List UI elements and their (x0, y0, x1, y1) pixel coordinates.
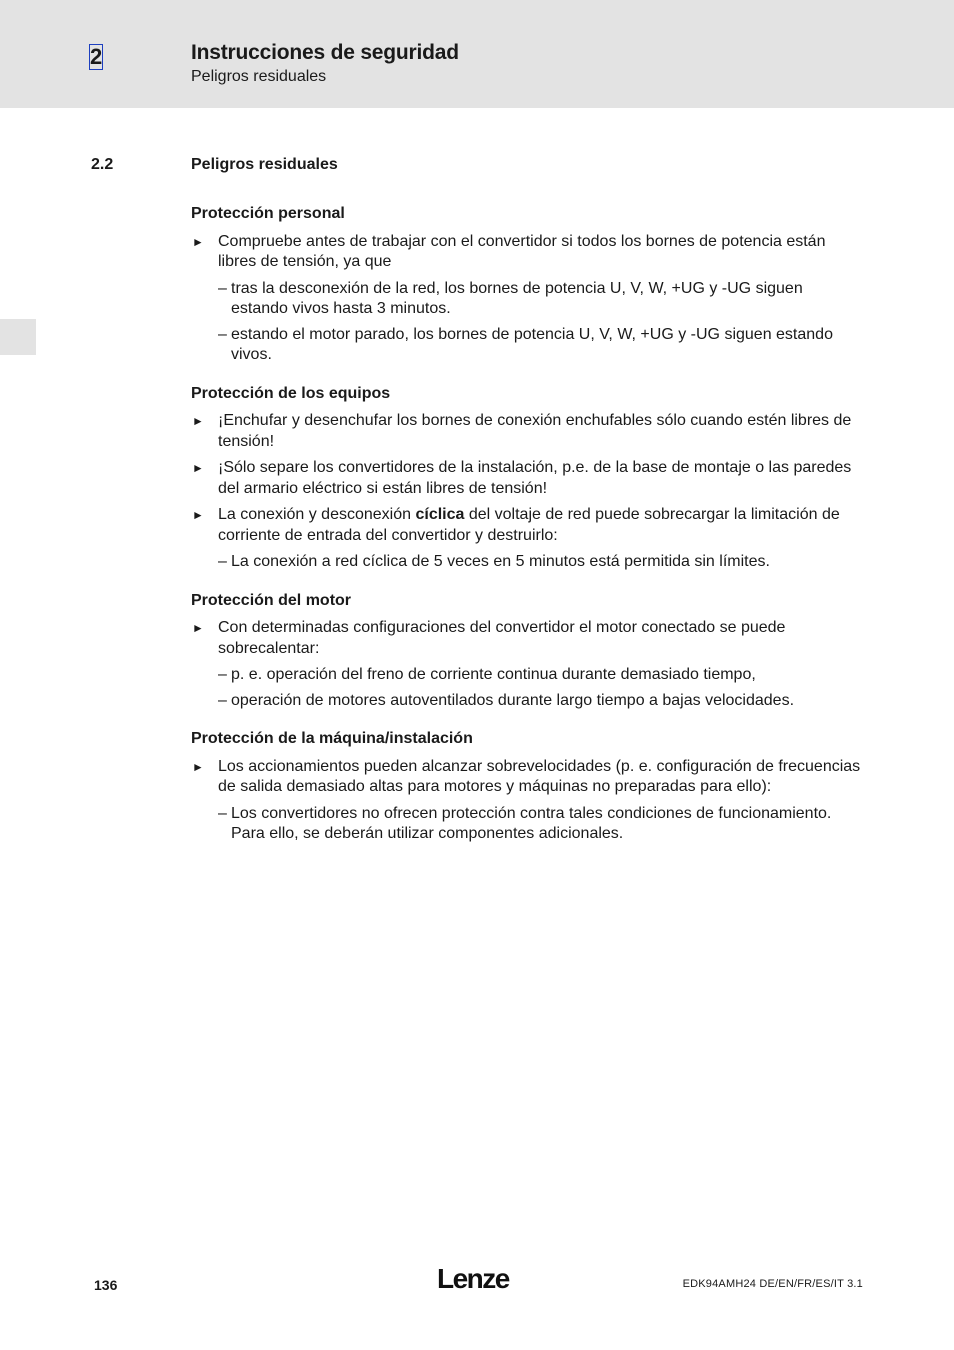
list-item-text: ¡Sólo separe los convertidores de la instalación, p.e. de la base de montaje o las paredes del armario eléctrico si están libres de tensión! (218, 459, 852, 497)
triangle-bullet-icon: ► (192, 414, 204, 428)
sub-list-item-text: tras la desconexión de la red, los bornes de potencia U, V, W, +UG y -UG siguen estando vivos hasta 3 minutos. (231, 279, 803, 317)
list-item-text: ¡Enchufar y desenchufar los bornes de conexión enchufables sólo cuando estén libres de tensión! (218, 412, 852, 450)
block-heading: Protección personal (191, 205, 345, 222)
dash-bullet-icon: – (218, 804, 227, 822)
triangle-bullet-icon: ► (192, 621, 204, 635)
list-item (191, 411, 863, 452)
dash-bullet-icon: – (218, 325, 227, 343)
sub-list-item (191, 552, 863, 573)
list-item-text: Con determinadas configuraciones del convertidor el motor conectado se puede sobrecalentar: (218, 619, 786, 657)
list-item (191, 618, 863, 659)
sub-list-item-text: p. e. operación del freno de corriente continua durante demasiado tiempo, (231, 666, 756, 683)
block-machine-protection (191, 729, 863, 845)
chapter-title: Instrucciones de seguridad (191, 41, 459, 64)
block-heading: Protección de la máquina/instalación (191, 730, 473, 747)
page-content (191, 204, 863, 863)
sub-list-item-text: Los convertidores no ofrecen protección contra tales condiciones de funcionamiento. Para ello, se deberán utilizar componentes adicionales. (231, 804, 832, 842)
sub-list-item (191, 665, 863, 686)
dash-bullet-icon: – (218, 666, 227, 683)
triangle-bullet-icon: ► (192, 461, 204, 475)
block-equipment-protection (191, 384, 863, 573)
sub-list-item (191, 804, 863, 845)
text-run: La conexión y desconexión (218, 506, 416, 523)
page-number: 136 (94, 1277, 118, 1293)
block-motor-protection (191, 591, 863, 712)
triangle-bullet-icon: ► (192, 759, 204, 774)
lenze-logo: Lenze (437, 1263, 509, 1294)
dash-bullet-icon: – (218, 691, 227, 709)
sub-list-item (191, 279, 863, 320)
list-item-text: Los accionamientos pueden alcanzar sobrevelocidades (p. e. configuración de frecuencias de salida demasiado altas para motores y máquinas no preparadas para ello): (218, 757, 861, 795)
chapter-side-tab (0, 319, 36, 355)
triangle-bullet-icon: ► (192, 508, 204, 522)
text-run: del voltaje de red puede sobrecargar la limitación de corriente de entrada del convertidor y destruirlo: (218, 506, 840, 544)
section-number: 2.2 (91, 156, 114, 173)
list-item (191, 757, 863, 798)
chapter-number-link[interactable]: 2 (90, 44, 103, 69)
page-header (0, 0, 954, 108)
sub-list-item-text: estando el motor parado, los bornes de potencia U, V, W, +UG y -UG siguen estando vivos. (231, 325, 833, 363)
dash-bullet-icon: – (218, 553, 227, 570)
triangle-bullet-icon: ► (192, 234, 204, 249)
chapter-subtitle: Peligros residuales (191, 68, 327, 85)
emphasis-text: cíclica (415, 506, 465, 523)
list-item-text: Compruebe antes de trabajar con el convertidor si todos los bornes de potencia están libres de tensión, ya que (218, 232, 826, 270)
block-heading: Protección de los equipos (191, 384, 391, 402)
list-item (191, 232, 863, 273)
list-item (191, 458, 863, 499)
section-title: Peligros residuales (191, 156, 338, 173)
sub-list-item (191, 325, 863, 366)
document-id: EDK94AMH24 DE/EN/FR/ES/IT 3.1 (682, 1278, 863, 1290)
sub-list-item-text: operación de motores autoventilados durante largo tiempo a bajas velocidades. (231, 691, 795, 709)
sub-list-item-text: La conexión a red cíclica de 5 veces en 5 minutos está permitida sin límites. (231, 553, 770, 570)
list-item-text (218, 506, 840, 544)
block-personal-protection (191, 204, 863, 366)
block-heading: Protección del motor (191, 591, 352, 609)
dash-bullet-icon: – (218, 279, 227, 297)
sub-list-item (191, 691, 863, 712)
list-item (191, 505, 863, 546)
